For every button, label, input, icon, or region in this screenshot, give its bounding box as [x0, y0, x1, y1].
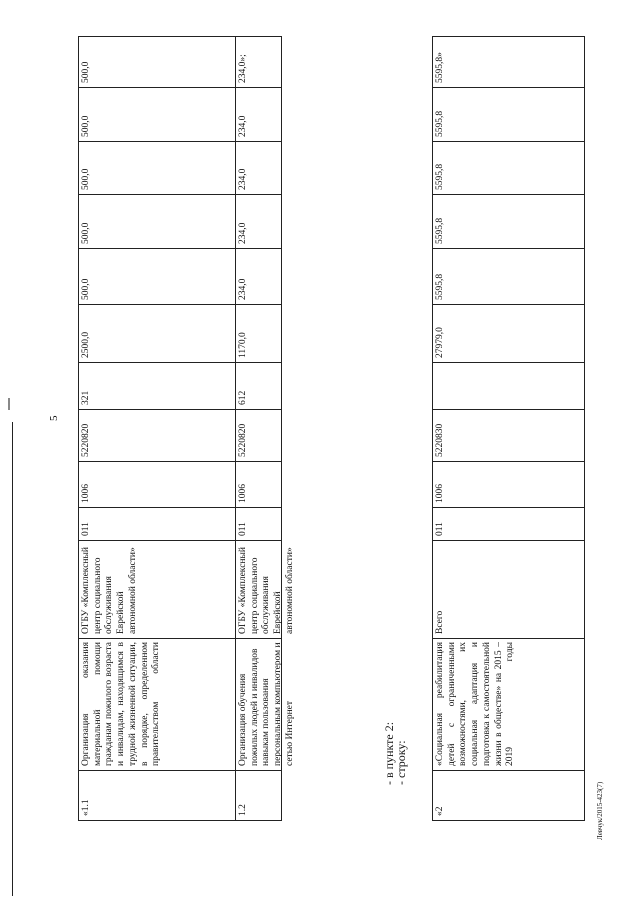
t1-row2-y4: 234,0: [238, 115, 248, 137]
t2-row1-vr: [434, 362, 454, 407]
t1-row2-executor: ОГБУ «Комплексный центр социального обслуживания Еврейской автономной области»: [238, 547, 295, 634]
t1-row1-y4: 500,0: [81, 115, 91, 137]
t1-row1-executor: ОГБУ «Комплексный центр социального обслуживания Еврейской автономной области»: [81, 547, 138, 634]
t1-row1-name: Организация оказания материальной помощи гражданам пожилого возраста и инвалидам, находящимся в трудной жизненной ситуации, в порядке, определенном правительством области: [81, 642, 162, 766]
note-item: - строку:: [394, 740, 408, 785]
t1-row2-rzpr: 1006: [238, 484, 248, 503]
page-number: 5: [48, 415, 60, 421]
t2-row1-y1: 5595,8: [435, 273, 445, 300]
t2-row1-grbs: 011: [435, 522, 445, 536]
t1-row1-vr: 321: [81, 390, 91, 405]
t2-row1-rzpr: 1006: [435, 484, 445, 503]
t1-row2-grbs: 011: [238, 522, 248, 536]
t1-row1-y1: 500,0: [81, 278, 91, 300]
t1-row2-name: Организация обучения пожилых людей и инвалидов навыкам пользования персональным компьютером и сетью Интернет: [238, 642, 295, 766]
t2-row1-y2: 5595,8: [435, 217, 445, 244]
t2-row1-y3: 5595,8: [435, 163, 445, 190]
t1-row2-y3: 234,0: [238, 168, 248, 190]
t1-row2-total: 1170,0: [238, 332, 248, 358]
document-code: Левчук/2015-423(7): [596, 781, 604, 840]
note-item: - в пункте 2:: [382, 721, 396, 785]
t1-row2-vr: 612: [238, 390, 248, 405]
t1-row2-num: 1.2: [238, 804, 248, 816]
t2-row1-csr: 5220830: [435, 423, 445, 457]
t2-row1-y4: 5595,8: [435, 110, 445, 137]
t1-row2-y1: 234,0: [238, 278, 248, 300]
t2-row1-num: «2: [435, 806, 445, 816]
t1-row1-y3: 500,0: [81, 168, 91, 190]
amendment-notes: [383, 722, 407, 785]
t1-row2-y2: 234,0: [238, 222, 248, 244]
t1-row1-rzpr: 1006: [81, 484, 91, 503]
t2-row1-executor: Всего: [435, 610, 445, 634]
t1-row2-csr: 5220820: [238, 423, 248, 457]
t2-row1-y5: 5595,8»: [435, 52, 445, 83]
t1-row1-y2: 500,0: [81, 222, 91, 244]
t1-row1-num: «1.1: [81, 799, 91, 816]
t2-row1-name: «Социальная реабилитация детей с ограниченными возможностями, их социальная адаптация и подготовка к самостоятельной жизни в обществе» на 2015 – 2019 годы: [435, 642, 516, 766]
t1-row1-grbs: 011: [81, 522, 91, 536]
t1-row1-total: 2500,0: [81, 331, 91, 358]
t2-row1-total: 27979,0: [435, 327, 445, 358]
t1-row1-csr: 5220820: [81, 423, 91, 457]
t1-row2-y5: 234,0»;: [238, 54, 248, 83]
t1-row1-y5: 500,0: [81, 61, 91, 83]
